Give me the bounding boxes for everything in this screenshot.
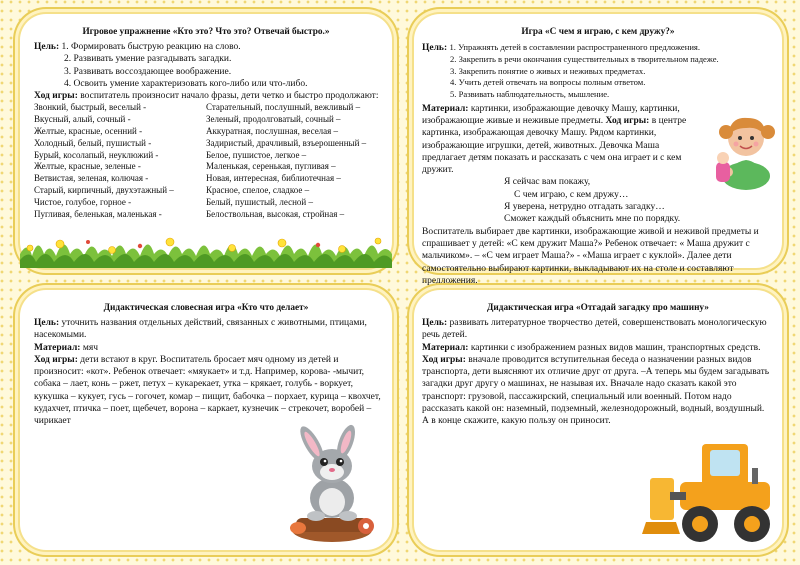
course-text: в центре картинка, изображающая девочку Машу. Рядом картинки, изображающие игрушки, детей, животных. Девочка Маша предлагает детям показать и рассказать с чем она играет и с кем дружит. xyxy=(422,115,687,176)
pair-left: Бурый, косолапый, неуклюжий - xyxy=(34,149,159,160)
poem-line: С чем играю, с кем дружу… xyxy=(514,189,629,200)
card1-title: Игровое упражнение «Кто это? Что это? Отвечай быстро.» xyxy=(82,27,330,37)
goal-label: Цель: xyxy=(422,318,448,328)
material-text: картинки с изображением разных видов машин, транспортных средств. xyxy=(468,342,761,353)
goal-text: уточнить названия отдельных действий, связанных с животными, птицами, насекомыми. xyxy=(34,318,367,341)
goal-label: Цель: xyxy=(34,42,60,52)
pair-left: Вкусный, алый, сочный - xyxy=(34,114,131,125)
goal-item: 1. Формировать быструю реакцию на слово. xyxy=(61,42,241,52)
pair-left: Чистое, голубое, горное - xyxy=(34,196,132,207)
pair-right: Белоствольная, высокая, стройная – xyxy=(206,208,345,219)
goal-item: 4. Освоить умение характеризовать кого-либо или что-либо. xyxy=(64,78,308,89)
material-label: Материал: xyxy=(422,342,469,353)
card-who-is-this xyxy=(20,14,392,268)
goal-item: 2. Закрепить в речи окончания существительных в творительном падеже. xyxy=(450,54,719,65)
material-label: Материал: xyxy=(422,103,469,114)
pair-right: Белый, пушистый, лесной – xyxy=(206,196,313,207)
poem-line: Я уверена, нетрудно отгадать загадку… xyxy=(504,202,665,213)
course-text: вначале проводится вступительная беседа о назначении разных видов транспорта, дети выясняют их отличие друг от друга. –А теперь мы будем загадывать загадки друг другу о машинах, не называя их. Вначале надо сказать какой это транспорт: грузовой, пассажирский, специальный или военный. Потом надо рассказать какой он: наземный, подземный, железнодорожный, водный, воздушный. А в конце скажите, какую пользу он приносит. xyxy=(422,354,770,427)
card3-content xyxy=(20,317,392,428)
goal-item: 3. Закрепить понятие о живых и неживых предметах. xyxy=(450,65,646,76)
course-label: Ход игры: xyxy=(34,354,78,365)
goal-item: 4. Учить детей отвечать на вопросы полным ответом. xyxy=(450,77,646,88)
course-label: Ход игры: xyxy=(605,115,650,126)
card-play-and-friends xyxy=(414,14,782,286)
pair-right: Красное, спелое, сладкое – xyxy=(206,185,310,196)
pair-left: Звонкий, быстрый, веселый - xyxy=(34,102,147,113)
pair-left: Желтые, красные, зеленые - xyxy=(34,161,141,172)
goal-item: 2. Развивать умение разгадывать загадки. xyxy=(64,54,232,65)
course-text: дети встают в круг. Воспитатель бросает мяч одному из детей и произносит: «кот». Ребенок отвечает: «мяукает» и т.д. Например, корова- -мычит, собака – лает, конь – ржет, петух – кукарекает, утка – крякает, голубь - воркует, кукушка – кукует, гусь – гогочет, комар – пищит, бабочка – порхает, курица – квохчет, кудахчет, птичка – поет, щебечет, ворона – каркает, кузнечик – стрекочет, воробей – чирикает xyxy=(34,354,381,427)
pair-right: Старательный, послушный, вежливый – xyxy=(206,102,361,113)
card4-content xyxy=(414,317,782,428)
goal-item: 3. Развивать воссоздающее воображение. xyxy=(64,66,232,77)
pair-left: Холодный, белый, пушистый - xyxy=(34,137,152,148)
card-car-riddle xyxy=(414,290,782,550)
goal-item: 1. Упражнять детей в составлении распространенного предложения. xyxy=(449,42,701,52)
pair-left: Пугливая, беленькая, маленькая - xyxy=(34,208,162,219)
course-text: воспитатель произносит начало фразы, дети четко и быстро продолжают: xyxy=(77,91,379,102)
card3-title: Дидактическая словесная игра «Кто что делает» xyxy=(103,303,309,313)
pair-right: Зеленый, продолговатый, сочный – xyxy=(206,114,341,125)
goal-text: развивать литературное творчество детей, совершенствовать монологическую речь детей. xyxy=(422,318,767,341)
goal-label: Цель: xyxy=(34,318,60,328)
pair-left: Старый, кирпичный, двухэтажный – xyxy=(34,185,174,196)
poem-line: Сможет каждый объяснить мне по порядку. xyxy=(504,214,681,225)
poem-line: Я сейчас вам покажу, xyxy=(504,177,591,188)
pair-right: Аккуратная, послушная, веселая – xyxy=(206,126,339,137)
girl-masha-illustration xyxy=(710,106,780,194)
grass-flowers-illustration xyxy=(20,232,392,268)
card-who-does-what xyxy=(20,290,392,550)
course-label: Ход игры: xyxy=(422,354,466,365)
material-text: картинки, изображающие девочку Машу, картинки, изображающие живые и неживые предметы. xyxy=(422,103,680,126)
pair-right: Маленькая, серенькая, пугливая – xyxy=(206,161,336,172)
pair-right: Задиристый, драчливый, взъерошенный – xyxy=(206,137,367,148)
material-label: Материал: xyxy=(34,342,81,353)
ending-text: Воспитатель выбирает две картинки, изображающие живой и неживой предметы и спрашивает у детей: «С кем дружит Маша?» Ребенок отвечает: « Маша дружит с мальчиком». – «С чем играет Маша?» - «Маша играет с куклой». Далее дети самостоятельно выбирают картинки, выкладывают их на столе и составляют предложения. xyxy=(422,226,759,286)
word-pairs xyxy=(20,102,392,220)
pair-left: Желтые, красные, осенний - xyxy=(34,126,143,137)
card1-goals xyxy=(20,41,392,102)
course-label: Ход игры: xyxy=(34,91,78,102)
bunny-illustration xyxy=(282,426,380,544)
pair-left: Ветвистая, зеленая, колючая - xyxy=(34,173,149,184)
card4-title: Дидактическая игра «Отгадай загадку про машину» xyxy=(487,303,709,313)
material-text: мяч xyxy=(80,342,98,353)
pair-right: Белое, пушистое, легкое – xyxy=(206,149,307,160)
goal-item: 5. Развивать наблюдательность, мышление. xyxy=(450,89,610,100)
pair-right: Новая, интересная, библиотечная – xyxy=(206,173,341,184)
card2-title: Игра «С чем я играю, с кем дружу?» xyxy=(521,27,675,37)
bulldozer-illustration xyxy=(640,438,778,546)
goal-label: Цель: xyxy=(422,43,448,53)
